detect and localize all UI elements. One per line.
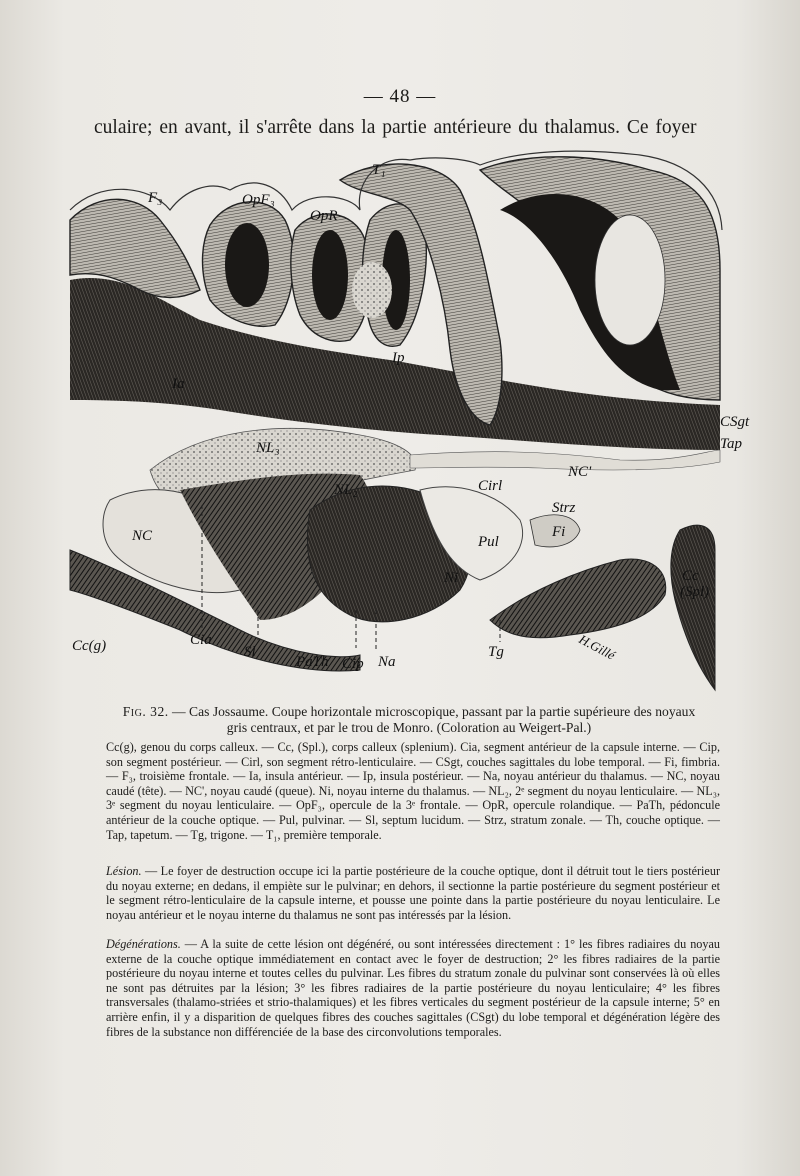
label-opr: OpR (310, 208, 338, 224)
label-fi: Fi (552, 524, 566, 540)
label-nc: NC (132, 528, 153, 544)
label-path: PaTh (296, 654, 329, 670)
lesion-paragraph (106, 864, 720, 922)
label-ia: Ia (172, 376, 185, 392)
label-nl2: NL₂ (334, 482, 358, 498)
engraver-signature: H.Gillé (576, 631, 618, 663)
label-ip: Ip (392, 350, 405, 366)
label-pul: Pul (478, 534, 499, 550)
lesion-heading: Lésion. (106, 864, 142, 878)
label-ni: Ni (444, 570, 459, 586)
label-cia: Cia (190, 632, 212, 648)
corpus-callosum-splenium (671, 525, 715, 690)
label-strz: Strz (552, 500, 576, 516)
running-text-line: culaire; en avant, il s'arrête dans la partie antérieure du thalamus. Ce foyer (94, 117, 697, 138)
label-sl: Sl (244, 644, 256, 660)
degenerations-text: — A la suite de cette lésion ont dégénéré, ou sont intéressées directement : 1° les fibres radiaires du noyau externe de la couche optique immédiatement en contact avec le foyer de destruction; 2° les fibres radiaires de la partie postérieure du noyau interne et toutes celles du pulvinar. Les fibres du stratum zonale du pulvinar sont conservées là où elles ne sont pas détruites par la lésion; 3° les fibres radiaires de la partie postérieure du noyau lenticulaire; 4° les fibres transversales (thalamo-striées et strio-thalamiques) et les fibres verticales du segment postérieur de la capsule interne; 5° en arrière enfin, il y a disparition de quelques fibres des couches sagittales (CSgt) du lobe temporal et dégénération légère des fibres de la substance non différenciée de la base des circonvolutions temporales. (106, 937, 720, 1039)
lucid-patch (595, 215, 665, 345)
label-t1: T₁ (372, 162, 386, 178)
label-opf3: OpF₃ (242, 192, 275, 208)
figure-caption (120, 704, 698, 736)
label-cirl: Cirl (478, 478, 503, 494)
retrolenticular-band (410, 450, 720, 470)
label-cip: Cip (342, 656, 364, 672)
gyrus-core-2 (312, 230, 348, 320)
lesion-text: — Le foyer de destruction occupe ici la partie postérieure de la couche optique, dont il détruit tout le tiers postérieur du noyau externe; en dedans, il empiète sur le pulvinar; en dehors, il sectionne la partie postérieure du segment postérieur et le segment rétro-lenticulaire de la capsule interne, et pousse une pointe dans la partie postérieure du noyau lenticulaire. Le noyau antérieur et le noyau interne du thalamus ne sont pas intéressés par la lésion. (106, 864, 720, 922)
degenerations-paragraph (106, 937, 720, 1039)
label-cc-spl: Cc (682, 568, 699, 584)
figure-number: Fig. 32. (122, 704, 169, 719)
brain-section-figure (60, 150, 760, 695)
label-tg: Tg (488, 644, 504, 660)
label-cc-spl-2: (Spl) (680, 584, 710, 600)
abbreviation-legend: Cc(g), genou du corps calleux. — Cc, (Spl.), corps calleux (splenium). Cia, segment antérieur de la capsule interne. — Cip, son segment postérieur. — Cirl, son segment rétro-lenticulaire. — CSgt, couches sagittales du lobe temporal. — Fi, fimbria. — F₃, troisième frontale. — Ia, insula antérieur. — Ip, insula postérieur. — Na, noyau antérieur du thalamus. — NC, noyau caudé (tête). — NC', noyau caudé (queue). Ni, noyau interne du thalamus. — NL₂, 2ᵉ segment du noyau lenticulaire. — NL₃, 3ᵉ segment du noyau lenticulaire. — OpF₃, opercule de la 3ᵉ frontale. — OpR, opercule rolandique. — PaTh, pédoncule antérieur de la couche optique. — Pul, pulvinar. — Sl, septum lucidum. — Strz, stratum zonale. — Th, couche optique. — Tap, tapetum. — Tg, trigone. — T₁, première temporale. (106, 740, 720, 842)
label-na: Na (378, 654, 396, 670)
label-cc-g: Cc(g) (72, 638, 107, 654)
label-tap: Tap (720, 436, 742, 452)
page-number: — 48 — (363, 86, 437, 107)
label-nc-prime: NC' (568, 464, 592, 480)
label-f3: F₃ (148, 190, 163, 206)
figure-caption-text: — Cas Jossaume. Coupe horizontale microscopique, passant par la partie supérieure des noyaux gris centraux, et par le trou de Monro. (Coloration au Weigert-Pal.) (172, 704, 696, 735)
trigone-fibers (490, 559, 666, 638)
brain-section-illustration (60, 150, 760, 695)
gyrus-core-1 (225, 223, 269, 307)
label-csgt: CSgt (720, 414, 750, 430)
degenerations-heading: Dégénérations. (106, 937, 181, 951)
label-nl3: NL₃ (256, 440, 280, 456)
dotted-patch (352, 262, 392, 318)
